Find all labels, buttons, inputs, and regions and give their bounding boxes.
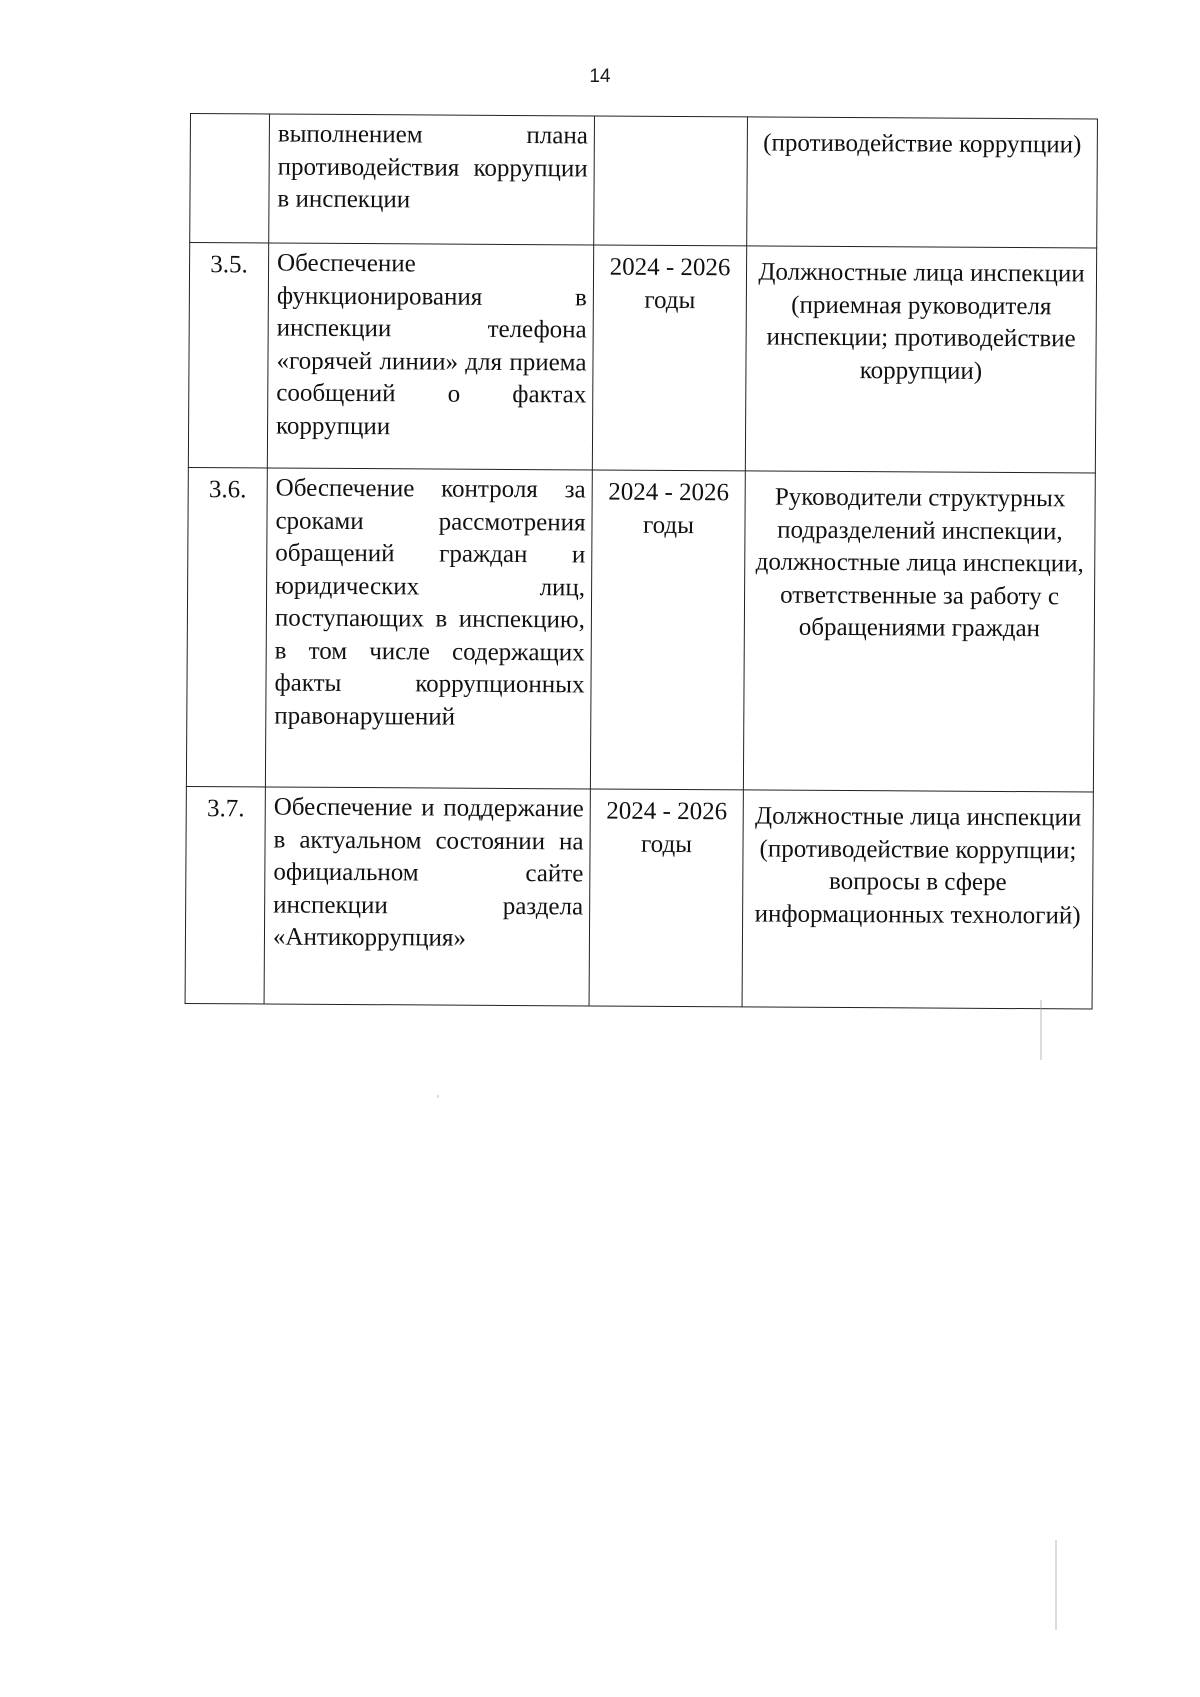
table-row — [188, 243, 1096, 474]
term-cell — [594, 116, 748, 246]
term-cell: 2024 - 2026 годы — [590, 470, 745, 790]
measure-text: Обеспечение контроля за сроками рассмотрения обращений граждан и юридических лиц, поступающих в инспекцию, в том числе содержащих факты коррупционных правонарушений — [265, 468, 592, 789]
row-number: 3.5. — [188, 243, 268, 468]
measure-text: Обеспечение функционирования в инспекции телефона «горячей линии» для приема сообщений о фактах коррупции — [267, 243, 593, 470]
scan-noise — [437, 1095, 439, 1098]
table-row — [185, 786, 1093, 1009]
page-number: 14 — [589, 66, 611, 87]
responsible-cell: (противодействие коррупции) — [747, 117, 1098, 248]
row-number: 3.7. — [185, 786, 265, 1003]
responsible-cell: Должностные лица инспекции (приемная руководителя инспекции; противодействие коррупции) — [745, 246, 1096, 473]
measure-text: Обеспечение и поддержание в актуальном состоянии на официальном сайте инспекции раздела «Антикоррупция» — [264, 787, 590, 1006]
responsible-cell: Руководители структурных подразделений инспекции, должностные лица инспекции, ответственные за работу с обращениями граждан — [743, 471, 1095, 792]
table-row — [186, 467, 1095, 792]
row-number: 3.6. — [186, 467, 267, 786]
row-number — [190, 114, 270, 243]
scan-noise — [1040, 1000, 1042, 1060]
term-cell: 2024 - 2026 годы — [592, 245, 746, 471]
scan-noise — [1055, 1540, 1057, 1630]
measure-text: выполнением плана противодействия коррупции в инспекции — [269, 114, 595, 245]
term-cell: 2024 - 2026 годы — [589, 789, 743, 1007]
table-row — [190, 114, 1098, 249]
measures-table — [185, 113, 1098, 1010]
responsible-cell: Должностные лица инспекции (противодействие коррупции; вопросы в сфере информационных технологий) — [742, 790, 1093, 1009]
